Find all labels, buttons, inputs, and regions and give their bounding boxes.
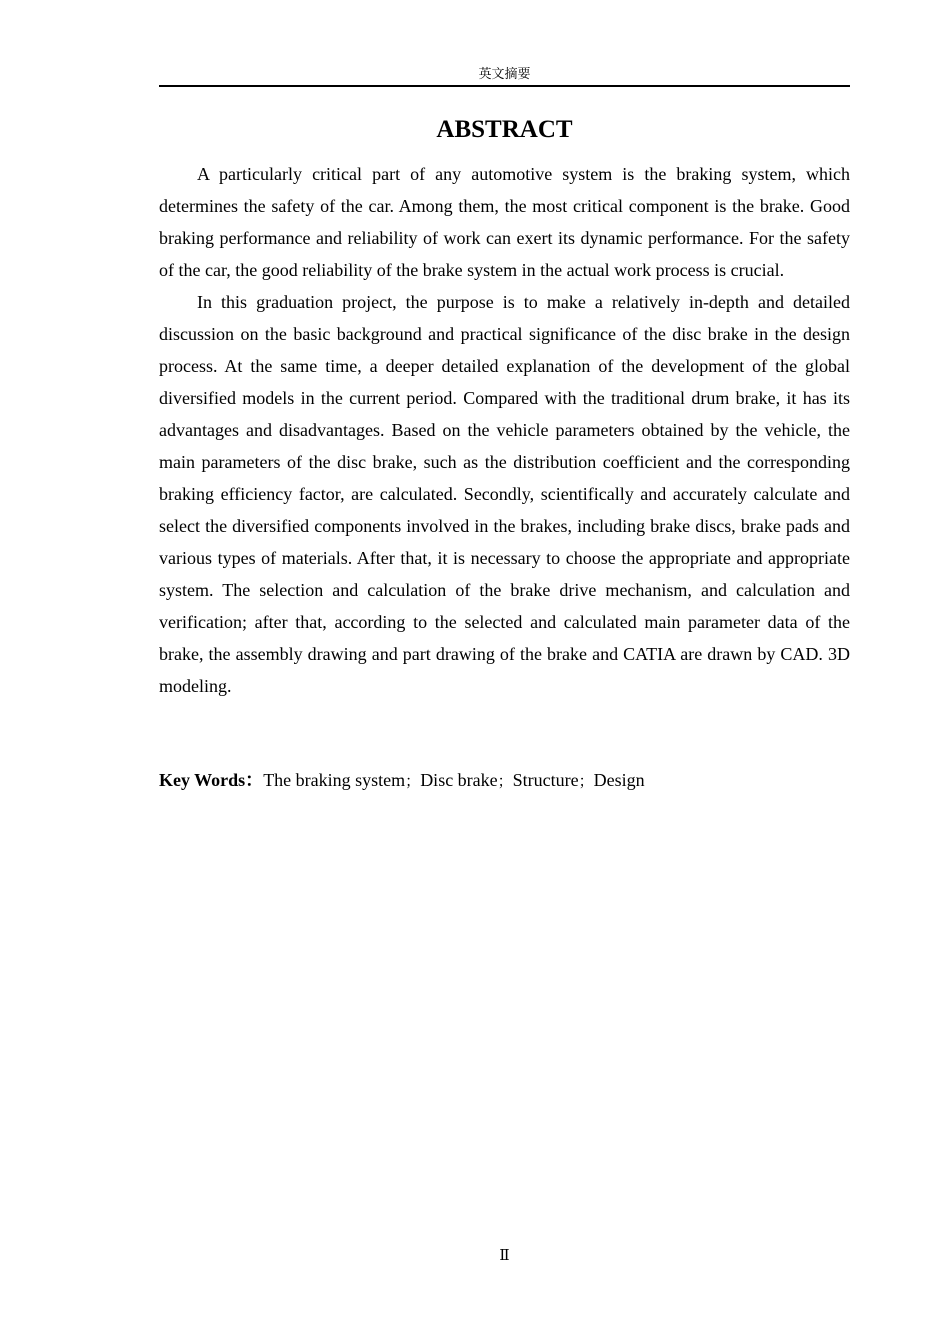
header-rule [159,85,850,87]
abstract-paragraph-1: A particularly critical part of any automotive system is the braking system, which determines the safety of the car. Among them, the most critical component is the brake. Good braking performance and reliability of work can exert its dynamic performance. For the safety of the car, the good reliability of the brake system in the actual work process is crucial. [159,164,850,280]
keywords-line [159,764,850,797]
abstract-paragraph-2: In this graduation project, the purpose is to make a relatively in-depth and detailed discussion on the basic background and practical significance of the disc brake in the design process. At the same time, a deeper detailed explanation of the development of the global diversified models in the current period. Compared with the traditional drum brake, it has its advantages and disadvantages. Based on the vehicle parameters obtained by the vehicle, the main parameters of the disc brake, such as the distribution coefficient and the corresponding braking efficiency factor, are calculated. Secondly, scientifically and accurately calculate and select the diversified components involved in the brakes, including brake discs, brake pads and various types of materials. After that, it is necessary to choose the appropriate and appropriate system. The selection and calculation of the brake drive mechanism, and calculation and verification; after that, according to the selected and calculated main parameter data of the brake, the assembly drawing and part drawing of the brake and CATIA are drawn by CAD. 3D modeling. [159,292,850,696]
abstract-title: ABSTRACT [436,116,573,143]
keyword-item: Design [593,770,645,790]
keyword-separator: ； [405,772,421,790]
abstract-body [159,158,850,702]
page-number: Ⅱ [499,1248,510,1264]
keyword-item: The braking system [263,770,406,790]
keyword-separator: ； [578,772,594,790]
keyword-item: Disc brake [420,770,498,790]
keywords-label: Key Words： [159,770,264,790]
running-header: 英文摘要 [478,67,531,82]
keyword-item: Structure [512,770,579,790]
keyword-separator: ； [497,772,513,790]
